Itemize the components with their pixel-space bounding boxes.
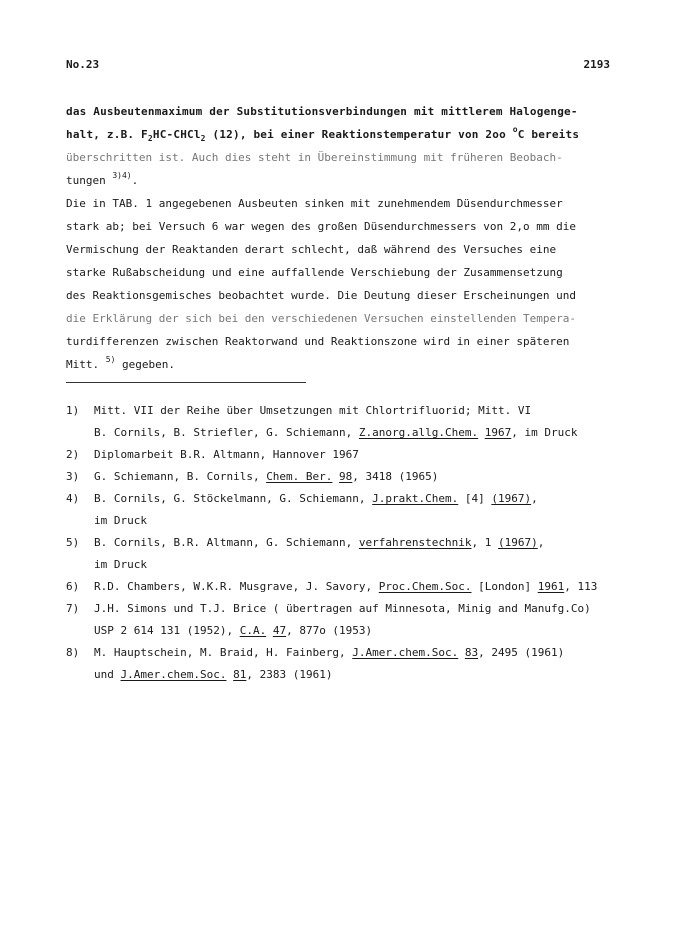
reference-2 (66, 444, 636, 466)
body-line-2: halt, z.B. $F_2HC-CHCl_2$ (12), bei einer Reaktionstemperatur von 2oo $^o$C bereits (66, 125, 580, 143)
journal-name: C.A. (239, 624, 267, 637)
reference-number: 2) (66, 448, 80, 461)
reference-line: J.H. Simons und T.J. Brice ( übertragen auf Minnesota, Minig and Manufg.Co) (94, 602, 591, 615)
journal-issue-number: No.23 (66, 58, 100, 71)
journal-name: Z.anorg.allg.Chem. (358, 426, 479, 439)
reference-line: B. Cornils, B.R. Altmann, G. Schiemann, verfahrenstechnik, 1 (1967), (94, 536, 545, 549)
reference-number: 4) (66, 492, 80, 505)
volume: 98 (339, 470, 353, 483)
reference-4 (66, 488, 636, 532)
reference-line: R.D. Chambers, W.K.R. Musgrave, J. Savory, Proc.Chem.Soc. [London] 1961, 113 (94, 580, 598, 593)
reference-7 (66, 598, 636, 642)
year: 1961 (537, 580, 565, 593)
journal-name: J.Amer.chem.Soc. (120, 668, 227, 681)
reference-line: und J.Amer.chem.Soc. 81, 2383 (1961) (94, 668, 333, 681)
reference-line: B. Cornils, G. Stöckelmann, G. Schiemann, J.prakt.Chem. [4] (1967), (94, 492, 538, 505)
reference-number: 3) (66, 470, 80, 483)
body-line-12: Mitt. $^{5)}$ gegeben. (66, 355, 175, 371)
reference-3 (66, 466, 636, 488)
reference-line: B. Cornils, B. Striefler, G. Schiemann, Z.anorg.allg.Chem. 1967, im Druck (94, 426, 578, 439)
reference-line: im Druck (94, 558, 147, 571)
reference-line: USP 2 614 131 (1952), C.A. 47, 877o (1953) (94, 624, 373, 637)
reference-number: 5) (66, 536, 80, 549)
body-line-7: Vermischung der Reaktanden derart schlecht, daß während des Versuches eine (66, 243, 557, 256)
reference-number: 1) (66, 404, 80, 417)
footnote-divider (66, 382, 306, 383)
reference-1 (66, 400, 636, 444)
page-number: 2193 (583, 58, 610, 71)
reference-5 (66, 532, 636, 576)
journal-name: J.Amer.chem.Soc. (352, 646, 459, 659)
journal-name: Chem. Ber. (266, 470, 333, 483)
reference-line: G. Schiemann, B. Cornils, Chem. Ber. 98, 3418 (1965) (94, 470, 439, 483)
volume: 47 (272, 624, 287, 637)
body-line-8: starke Rußabscheidung und eine auffallende Verschiebung der Zusammensetzung (66, 266, 563, 279)
body-line-4: tungen $^{3)4)}$. (66, 171, 139, 187)
year: 1967 (484, 426, 512, 439)
reference-number: 8) (66, 646, 80, 659)
reference-number: 7) (66, 602, 80, 615)
body-line-1: das Ausbeutenmaximum der Substitutionsverbindungen mit mittlerem Halogenge- (66, 105, 578, 118)
reference-list (66, 400, 636, 686)
year: (1967) (498, 536, 538, 549)
body-line-10: die Erklärung der sich bei den verschiedenen Versuchen einstellenden Tempera- (66, 312, 576, 325)
body-text (66, 100, 626, 376)
reference-line: M. Hauptschein, M. Braid, H. Fainberg, J.Amer.chem.Soc. 83, 2495 (1961) (94, 646, 565, 659)
reference-8 (66, 642, 636, 686)
journal-name: Proc.Chem.Soc. (378, 580, 472, 593)
body-line-9: des Reaktionsgemisches beobachtet wurde. Die Deutung dieser Erscheinungen und (66, 289, 576, 302)
volume: 83 (464, 646, 479, 659)
year: (1967) (491, 492, 532, 505)
body-line-6: stark ab; bei Versuch 6 war wegen des großen Düsendurchmessers von 2,o mm die (66, 220, 576, 233)
reference-line: Diplomarbeit B.R. Altmann, Hannover 1967 (94, 448, 359, 461)
body-line-3: überschritten ist. Auch dies steht in Übereinstimmung mit früheren Beobach- (66, 151, 563, 164)
volume: 81 (233, 668, 247, 681)
journal-name: J.prakt.Chem. (372, 492, 459, 505)
reference-6 (66, 576, 636, 598)
body-line-5: Die in TAB. 1 angegebenen Ausbeuten sinken mit zunehmendem Düsendurchmesser (66, 197, 563, 210)
reference-line: im Druck (94, 514, 147, 527)
body-line-11: turdifferenzen zwischen Reaktorwand und Reaktionszone wird in einer späteren (66, 335, 570, 348)
journal-name: verfahrenstechnik (358, 536, 472, 549)
reference-number: 6) (66, 580, 80, 593)
reference-line: Mitt. VII der Reihe über Umsetzungen mit Chlortrifluorid; Mitt. VI (94, 404, 532, 417)
